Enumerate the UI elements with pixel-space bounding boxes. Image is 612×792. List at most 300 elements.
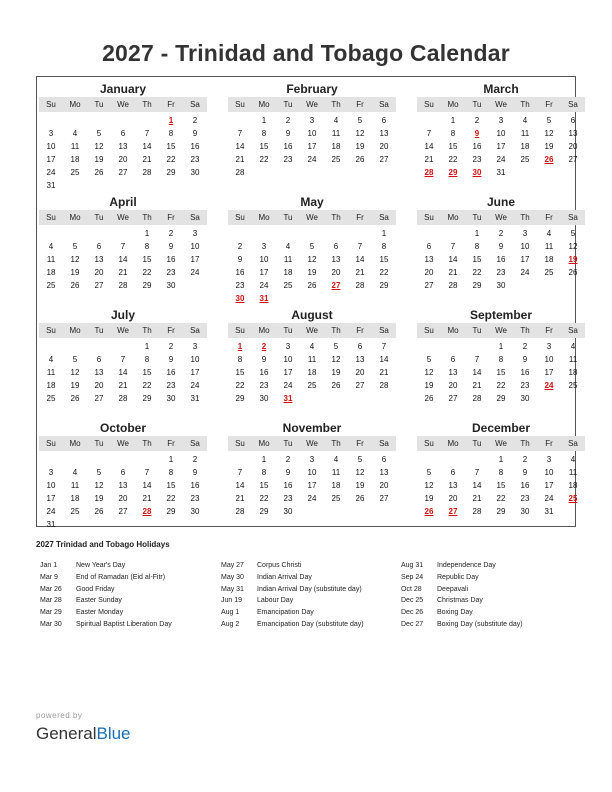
- day-cell[interactable]: 23: [283, 494, 293, 503]
- day-cell[interactable]: 27: [94, 281, 104, 290]
- day-cell[interactable]: 14: [355, 255, 365, 264]
- day-cell[interactable]: 7: [474, 355, 480, 364]
- day-cell[interactable]: 21: [142, 494, 152, 503]
- day-cell[interactable]: 17: [544, 368, 554, 377]
- day-cell[interactable]: 6: [333, 242, 339, 251]
- day-cell[interactable]: 10: [307, 468, 317, 477]
- day-cell[interactable]: 21: [448, 268, 458, 277]
- day-cell[interactable]: 12: [331, 355, 341, 364]
- day-cell[interactable]: 29: [472, 281, 482, 290]
- day-cell[interactable]: 4: [546, 229, 552, 238]
- day-cell[interactable]: 17: [283, 368, 293, 377]
- day-cell[interactable]: 15: [142, 255, 152, 264]
- holiday-day-cell[interactable]: 1: [237, 342, 243, 351]
- day-cell[interactable]: 5: [426, 355, 432, 364]
- day-cell[interactable]: 13: [448, 481, 458, 490]
- day-cell[interactable]: 15: [496, 481, 506, 490]
- day-cell[interactable]: 19: [331, 368, 341, 377]
- day-cell[interactable]: 10: [46, 142, 56, 151]
- day-cell[interactable]: 22: [496, 381, 506, 390]
- day-cell[interactable]: 9: [168, 242, 174, 251]
- day-cell[interactable]: 3: [192, 229, 198, 238]
- day-cell[interactable]: 4: [522, 116, 528, 125]
- day-cell[interactable]: 13: [355, 355, 365, 364]
- day-cell[interactable]: 8: [237, 355, 243, 364]
- day-cell[interactable]: 21: [424, 155, 434, 164]
- day-cell[interactable]: 13: [118, 142, 128, 151]
- day-cell[interactable]: 15: [379, 255, 389, 264]
- day-cell[interactable]: 8: [168, 468, 174, 477]
- day-cell[interactable]: 29: [142, 281, 152, 290]
- day-cell[interactable]: 7: [237, 468, 243, 477]
- day-cell[interactable]: 28: [448, 281, 458, 290]
- day-cell[interactable]: 15: [472, 255, 482, 264]
- day-cell[interactable]: 12: [70, 368, 80, 377]
- day-cell[interactable]: 3: [309, 116, 315, 125]
- day-cell[interactable]: 12: [70, 255, 80, 264]
- day-cell[interactable]: 11: [520, 129, 530, 138]
- day-cell[interactable]: 4: [48, 242, 54, 251]
- day-cell[interactable]: 22: [235, 381, 245, 390]
- day-cell[interactable]: 10: [307, 129, 317, 138]
- day-cell[interactable]: 1: [168, 455, 174, 464]
- day-cell[interactable]: 4: [570, 342, 576, 351]
- day-cell[interactable]: 7: [381, 342, 387, 351]
- day-cell[interactable]: 11: [70, 142, 80, 151]
- day-cell[interactable]: 6: [381, 116, 387, 125]
- day-cell[interactable]: 24: [190, 381, 200, 390]
- day-cell[interactable]: 3: [48, 468, 54, 477]
- day-cell[interactable]: 1: [498, 455, 504, 464]
- day-cell[interactable]: 14: [472, 481, 482, 490]
- day-cell[interactable]: 19: [544, 142, 554, 151]
- day-cell[interactable]: 15: [448, 142, 458, 151]
- day-cell[interactable]: 2: [474, 116, 480, 125]
- day-cell[interactable]: 30: [166, 394, 176, 403]
- day-cell[interactable]: 6: [120, 468, 126, 477]
- day-cell[interactable]: 18: [70, 155, 80, 164]
- day-cell[interactable]: 27: [94, 394, 104, 403]
- day-cell[interactable]: 8: [474, 242, 480, 251]
- day-cell[interactable]: 3: [192, 342, 198, 351]
- day-cell[interactable]: 13: [331, 255, 341, 264]
- day-cell[interactable]: 2: [192, 455, 198, 464]
- day-cell[interactable]: 24: [283, 381, 293, 390]
- day-cell[interactable]: 8: [144, 355, 150, 364]
- day-cell[interactable]: 24: [307, 155, 317, 164]
- day-cell[interactable]: 19: [424, 494, 434, 503]
- day-cell[interactable]: 14: [142, 481, 152, 490]
- day-cell[interactable]: 19: [94, 494, 104, 503]
- day-cell[interactable]: 17: [190, 368, 200, 377]
- day-cell[interactable]: 28: [379, 381, 389, 390]
- day-cell[interactable]: 20: [331, 268, 341, 277]
- holiday-day-cell[interactable]: 9: [474, 129, 480, 138]
- day-cell[interactable]: 30: [190, 507, 200, 516]
- day-cell[interactable]: 31: [496, 168, 506, 177]
- day-cell[interactable]: 12: [94, 142, 104, 151]
- day-cell[interactable]: 19: [307, 268, 317, 277]
- day-cell[interactable]: 7: [357, 242, 363, 251]
- day-cell[interactable]: 12: [424, 481, 434, 490]
- day-cell[interactable]: 8: [168, 129, 174, 138]
- day-cell[interactable]: 2: [192, 116, 198, 125]
- day-cell[interactable]: 1: [381, 229, 387, 238]
- day-cell[interactable]: 28: [472, 507, 482, 516]
- day-cell[interactable]: 31: [46, 520, 56, 529]
- day-cell[interactable]: 10: [520, 242, 530, 251]
- day-cell[interactable]: 10: [259, 255, 269, 264]
- day-cell[interactable]: 20: [448, 381, 458, 390]
- day-cell[interactable]: 19: [94, 155, 104, 164]
- day-cell[interactable]: 2: [168, 342, 174, 351]
- day-cell[interactable]: 10: [544, 355, 554, 364]
- day-cell[interactable]: 23: [283, 155, 293, 164]
- day-cell[interactable]: 6: [426, 242, 432, 251]
- day-cell[interactable]: 26: [424, 394, 434, 403]
- day-cell[interactable]: 24: [307, 494, 317, 503]
- day-cell[interactable]: 20: [568, 142, 578, 151]
- day-cell[interactable]: 23: [520, 381, 530, 390]
- day-cell[interactable]: 20: [94, 381, 104, 390]
- day-cell[interactable]: 29: [142, 394, 152, 403]
- day-cell[interactable]: 6: [450, 468, 456, 477]
- day-cell[interactable]: 30: [520, 394, 530, 403]
- day-cell[interactable]: 21: [118, 268, 128, 277]
- day-cell[interactable]: 30: [166, 281, 176, 290]
- day-cell[interactable]: 11: [568, 468, 578, 477]
- holiday-day-cell[interactable]: 30: [472, 168, 482, 177]
- day-cell[interactable]: 21: [235, 494, 245, 503]
- day-cell[interactable]: 8: [381, 242, 387, 251]
- day-cell[interactable]: 7: [474, 468, 480, 477]
- day-cell[interactable]: 3: [522, 229, 528, 238]
- day-cell[interactable]: 17: [496, 142, 506, 151]
- day-cell[interactable]: 7: [120, 355, 126, 364]
- day-cell[interactable]: 4: [333, 455, 339, 464]
- day-cell[interactable]: 9: [192, 129, 198, 138]
- day-cell[interactable]: 25: [331, 494, 341, 503]
- holiday-day-cell[interactable]: 27: [448, 507, 458, 516]
- day-cell[interactable]: 30: [520, 507, 530, 516]
- day-cell[interactable]: 28: [355, 281, 365, 290]
- day-cell[interactable]: 15: [166, 142, 176, 151]
- day-cell[interactable]: 14: [118, 255, 128, 264]
- day-cell[interactable]: 22: [379, 268, 389, 277]
- day-cell[interactable]: 29: [496, 394, 506, 403]
- day-cell[interactable]: 3: [546, 342, 552, 351]
- day-cell[interactable]: 20: [94, 268, 104, 277]
- day-cell[interactable]: 23: [235, 281, 245, 290]
- day-cell[interactable]: 11: [544, 242, 554, 251]
- day-cell[interactable]: 13: [568, 129, 578, 138]
- day-cell[interactable]: 23: [190, 155, 200, 164]
- day-cell[interactable]: 16: [283, 481, 293, 490]
- day-cell[interactable]: 2: [522, 342, 528, 351]
- day-cell[interactable]: 3: [498, 116, 504, 125]
- day-cell[interactable]: 16: [166, 368, 176, 377]
- day-cell[interactable]: 26: [94, 168, 104, 177]
- day-cell[interactable]: 13: [424, 255, 434, 264]
- day-cell[interactable]: 5: [357, 455, 363, 464]
- day-cell[interactable]: 25: [70, 507, 80, 516]
- day-cell[interactable]: 17: [307, 142, 317, 151]
- day-cell[interactable]: 30: [259, 394, 269, 403]
- day-cell[interactable]: 26: [307, 281, 317, 290]
- day-cell[interactable]: 8: [498, 468, 504, 477]
- day-cell[interactable]: 16: [166, 255, 176, 264]
- day-cell[interactable]: 24: [46, 168, 56, 177]
- day-cell[interactable]: 3: [261, 242, 267, 251]
- day-cell[interactable]: 17: [544, 481, 554, 490]
- day-cell[interactable]: 15: [496, 368, 506, 377]
- day-cell[interactable]: 8: [261, 468, 267, 477]
- day-cell[interactable]: 26: [70, 394, 80, 403]
- day-cell[interactable]: 22: [142, 268, 152, 277]
- day-cell[interactable]: 9: [285, 468, 291, 477]
- day-cell[interactable]: 21: [379, 368, 389, 377]
- day-cell[interactable]: 21: [472, 381, 482, 390]
- day-cell[interactable]: 3: [285, 342, 291, 351]
- day-cell[interactable]: 12: [355, 129, 365, 138]
- day-cell[interactable]: 25: [568, 381, 578, 390]
- day-cell[interactable]: 10: [544, 468, 554, 477]
- day-cell[interactable]: 2: [522, 455, 528, 464]
- day-cell[interactable]: 15: [259, 142, 269, 151]
- day-cell[interactable]: 7: [144, 129, 150, 138]
- day-cell[interactable]: 4: [72, 129, 78, 138]
- day-cell[interactable]: 12: [307, 255, 317, 264]
- day-cell[interactable]: 14: [142, 142, 152, 151]
- day-cell[interactable]: 27: [424, 281, 434, 290]
- generalblue-logo[interactable]: [36, 724, 131, 744]
- day-cell[interactable]: 11: [46, 368, 56, 377]
- day-cell[interactable]: 6: [570, 116, 576, 125]
- day-cell[interactable]: 23: [190, 494, 200, 503]
- day-cell[interactable]: 1: [144, 342, 150, 351]
- day-cell[interactable]: 13: [118, 481, 128, 490]
- day-cell[interactable]: 27: [355, 381, 365, 390]
- day-cell[interactable]: 24: [259, 281, 269, 290]
- day-cell[interactable]: 11: [307, 355, 317, 364]
- day-cell[interactable]: 25: [283, 281, 293, 290]
- day-cell[interactable]: 23: [496, 268, 506, 277]
- day-cell[interactable]: 26: [70, 281, 80, 290]
- day-cell[interactable]: 25: [331, 155, 341, 164]
- day-cell[interactable]: 13: [448, 368, 458, 377]
- day-cell[interactable]: 26: [331, 381, 341, 390]
- day-cell[interactable]: 5: [309, 242, 315, 251]
- day-cell[interactable]: 11: [70, 481, 80, 490]
- day-cell[interactable]: 31: [190, 394, 200, 403]
- day-cell[interactable]: 23: [520, 494, 530, 503]
- day-cell[interactable]: 29: [496, 507, 506, 516]
- day-cell[interactable]: 8: [450, 129, 456, 138]
- day-cell[interactable]: 7: [450, 242, 456, 251]
- day-cell[interactable]: 5: [72, 242, 78, 251]
- day-cell[interactable]: 18: [520, 142, 530, 151]
- day-cell[interactable]: 30: [190, 168, 200, 177]
- day-cell[interactable]: 11: [46, 255, 56, 264]
- day-cell[interactable]: 6: [357, 342, 363, 351]
- day-cell[interactable]: 5: [96, 468, 102, 477]
- day-cell[interactable]: 17: [190, 255, 200, 264]
- day-cell[interactable]: 18: [283, 268, 293, 277]
- day-cell[interactable]: 24: [46, 507, 56, 516]
- day-cell[interactable]: 21: [235, 155, 245, 164]
- day-cell[interactable]: 1: [474, 229, 480, 238]
- day-cell[interactable]: 21: [118, 381, 128, 390]
- day-cell[interactable]: 19: [70, 268, 80, 277]
- day-cell[interactable]: 9: [192, 468, 198, 477]
- holiday-day-cell[interactable]: 25: [568, 494, 578, 503]
- day-cell[interactable]: 12: [94, 481, 104, 490]
- day-cell[interactable]: 28: [118, 394, 128, 403]
- day-cell[interactable]: 5: [96, 129, 102, 138]
- day-cell[interactable]: 27: [568, 155, 578, 164]
- day-cell[interactable]: 27: [118, 168, 128, 177]
- day-cell[interactable]: 23: [166, 381, 176, 390]
- day-cell[interactable]: 9: [285, 129, 291, 138]
- day-cell[interactable]: 1: [261, 116, 267, 125]
- day-cell[interactable]: 30: [283, 507, 293, 516]
- day-cell[interactable]: 14: [118, 368, 128, 377]
- day-cell[interactable]: 29: [379, 281, 389, 290]
- day-cell[interactable]: 26: [94, 507, 104, 516]
- holiday-day-cell[interactable]: 27: [331, 281, 341, 290]
- day-cell[interactable]: 27: [118, 507, 128, 516]
- day-cell[interactable]: 2: [285, 116, 291, 125]
- day-cell[interactable]: 1: [450, 116, 456, 125]
- day-cell[interactable]: 3: [48, 129, 54, 138]
- day-cell[interactable]: 6: [120, 129, 126, 138]
- day-cell[interactable]: 10: [190, 242, 200, 251]
- day-cell[interactable]: 5: [546, 116, 552, 125]
- day-cell[interactable]: 11: [331, 468, 341, 477]
- holiday-day-cell[interactable]: 31: [283, 394, 293, 403]
- day-cell[interactable]: 18: [544, 255, 554, 264]
- holiday-day-cell[interactable]: 28: [424, 168, 434, 177]
- day-cell[interactable]: 14: [235, 481, 245, 490]
- day-cell[interactable]: 19: [424, 381, 434, 390]
- day-cell[interactable]: 11: [331, 129, 341, 138]
- day-cell[interactable]: 16: [520, 368, 530, 377]
- day-cell[interactable]: 12: [568, 242, 578, 251]
- day-cell[interactable]: 1: [144, 229, 150, 238]
- day-cell[interactable]: 10: [190, 355, 200, 364]
- day-cell[interactable]: 13: [379, 468, 389, 477]
- day-cell[interactable]: 28: [118, 281, 128, 290]
- day-cell[interactable]: 25: [544, 268, 554, 277]
- day-cell[interactable]: 9: [237, 255, 243, 264]
- day-cell[interactable]: 25: [46, 281, 56, 290]
- day-cell[interactable]: 7: [426, 129, 432, 138]
- day-cell[interactable]: 22: [448, 155, 458, 164]
- holiday-day-cell[interactable]: 26: [544, 155, 554, 164]
- day-cell[interactable]: 17: [520, 255, 530, 264]
- day-cell[interactable]: 15: [166, 481, 176, 490]
- day-cell[interactable]: 5: [426, 468, 432, 477]
- day-cell[interactable]: 24: [496, 155, 506, 164]
- day-cell[interactable]: 17: [46, 494, 56, 503]
- day-cell[interactable]: 26: [355, 494, 365, 503]
- day-cell[interactable]: 5: [357, 116, 363, 125]
- day-cell[interactable]: 28: [472, 394, 482, 403]
- day-cell[interactable]: 20: [118, 155, 128, 164]
- day-cell[interactable]: 15: [142, 368, 152, 377]
- day-cell[interactable]: 14: [424, 142, 434, 151]
- day-cell[interactable]: 13: [94, 255, 104, 264]
- day-cell[interactable]: 29: [166, 507, 176, 516]
- day-cell[interactable]: 23: [472, 155, 482, 164]
- day-cell[interactable]: 25: [307, 381, 317, 390]
- day-cell[interactable]: 4: [309, 342, 315, 351]
- day-cell[interactable]: 16: [190, 481, 200, 490]
- day-cell[interactable]: 28: [235, 507, 245, 516]
- day-cell[interactable]: 16: [496, 255, 506, 264]
- day-cell[interactable]: 18: [568, 368, 578, 377]
- day-cell[interactable]: 27: [379, 155, 389, 164]
- day-cell[interactable]: 23: [259, 381, 269, 390]
- day-cell[interactable]: 5: [570, 229, 576, 238]
- day-cell[interactable]: 28: [235, 168, 245, 177]
- holiday-day-cell[interactable]: 19: [568, 255, 578, 264]
- day-cell[interactable]: 16: [520, 481, 530, 490]
- day-cell[interactable]: 11: [283, 255, 293, 264]
- day-cell[interactable]: 10: [46, 481, 56, 490]
- day-cell[interactable]: 7: [120, 242, 126, 251]
- day-cell[interactable]: 20: [379, 481, 389, 490]
- day-cell[interactable]: 20: [118, 494, 128, 503]
- day-cell[interactable]: 10: [283, 355, 293, 364]
- day-cell[interactable]: 18: [307, 368, 317, 377]
- day-cell[interactable]: 4: [570, 455, 576, 464]
- day-cell[interactable]: 4: [48, 355, 54, 364]
- day-cell[interactable]: 24: [544, 494, 554, 503]
- day-cell[interactable]: 18: [46, 381, 56, 390]
- day-cell[interactable]: 26: [355, 155, 365, 164]
- day-cell[interactable]: 20: [424, 268, 434, 277]
- day-cell[interactable]: 22: [496, 494, 506, 503]
- day-cell[interactable]: 10: [496, 129, 506, 138]
- day-cell[interactable]: 23: [166, 268, 176, 277]
- day-cell[interactable]: 30: [496, 281, 506, 290]
- day-cell[interactable]: 17: [259, 268, 269, 277]
- day-cell[interactable]: 12: [424, 368, 434, 377]
- day-cell[interactable]: 13: [379, 129, 389, 138]
- day-cell[interactable]: 8: [498, 355, 504, 364]
- day-cell[interactable]: 6: [381, 455, 387, 464]
- day-cell[interactable]: 19: [355, 142, 365, 151]
- day-cell[interactable]: 1: [498, 342, 504, 351]
- day-cell[interactable]: 22: [472, 268, 482, 277]
- day-cell[interactable]: 6: [96, 242, 102, 251]
- day-cell[interactable]: 29: [235, 394, 245, 403]
- day-cell[interactable]: 17: [307, 481, 317, 490]
- day-cell[interactable]: 22: [259, 494, 269, 503]
- day-cell[interactable]: 31: [46, 181, 56, 190]
- day-cell[interactable]: 14: [235, 142, 245, 151]
- day-cell[interactable]: 4: [285, 242, 291, 251]
- holiday-day-cell[interactable]: 2: [261, 342, 267, 351]
- day-cell[interactable]: 16: [472, 142, 482, 151]
- day-cell[interactable]: 18: [331, 142, 341, 151]
- day-cell[interactable]: 14: [448, 255, 458, 264]
- day-cell[interactable]: 17: [46, 155, 56, 164]
- day-cell[interactable]: 16: [259, 368, 269, 377]
- day-cell[interactable]: 15: [235, 368, 245, 377]
- day-cell[interactable]: 4: [333, 116, 339, 125]
